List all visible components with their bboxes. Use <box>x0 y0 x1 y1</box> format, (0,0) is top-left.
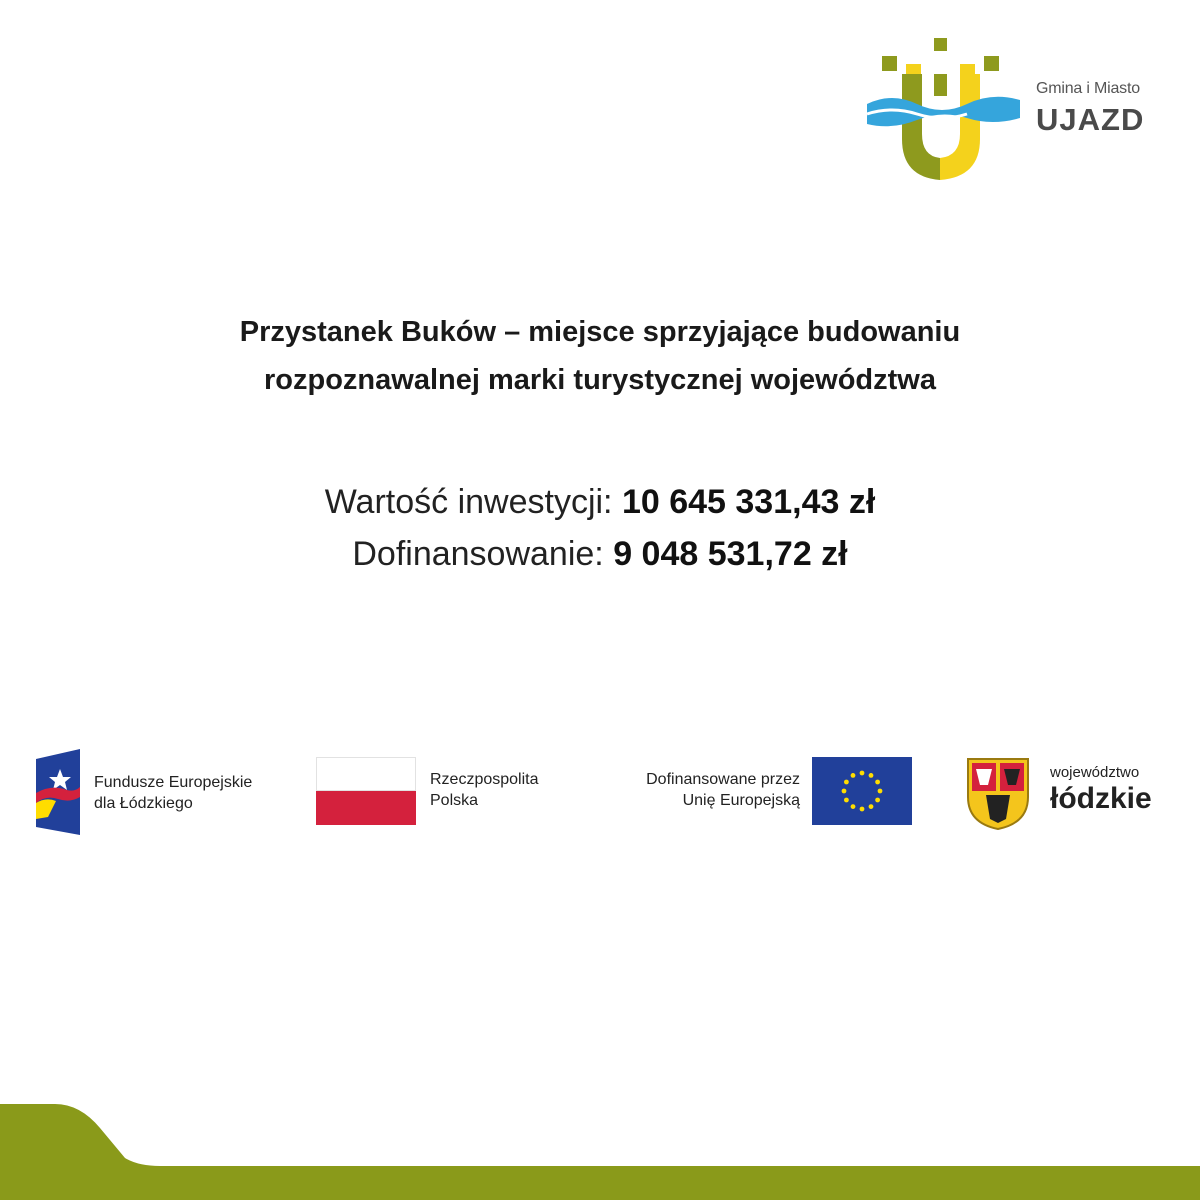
funding-amount: 9 048 531,72 zł <box>613 535 848 573</box>
investment-value-row <box>0 476 1200 528</box>
logo-small-text: Gmina i Miasto <box>1036 80 1140 97</box>
rp-logo <box>316 745 586 840</box>
logo-big-text: UJAZD <box>1036 102 1145 137</box>
lodzkie-logo <box>966 745 1176 840</box>
fe-logo <box>34 745 294 840</box>
poland-flag-icon <box>316 757 416 825</box>
lodzkie-line2: łódzkie <box>1050 782 1152 815</box>
eu-line1: Dofinansowane przez <box>646 771 800 788</box>
project-title <box>0 308 1200 404</box>
project-title-line1: Przystanek Buków – miejsce sprzyjające budowaniu <box>239 316 961 348</box>
investment-amounts <box>0 476 1200 580</box>
bottom-decorative-band <box>0 1100 1200 1200</box>
rp-line1: Rzeczpospolita <box>430 771 539 788</box>
eu-line2: Unię Europejską <box>682 792 800 809</box>
ujazd-emblem-icon <box>862 34 1027 184</box>
funding-logos-bar <box>0 745 1200 840</box>
funding-row <box>0 528 1200 580</box>
lodzkie-coat-of-arms-icon <box>966 757 1030 831</box>
eu-flag-icon <box>812 757 912 825</box>
fe-flag-icon <box>34 747 82 837</box>
lodzkie-line1: województwo <box>1050 764 1140 781</box>
project-title-line2: rozpoznawalnej marki turystycznej województwa <box>264 364 936 396</box>
fe-line2: dla Łódzkiego <box>94 795 193 812</box>
investment-value-amount: 10 645 331,43 zł <box>621 483 876 521</box>
investment-value-label: Wartość inwestycji: <box>324 483 613 521</box>
municipality-logo <box>862 34 1162 184</box>
fe-line1: Fundusze Europejskie <box>94 774 253 791</box>
rp-line2: Polska <box>430 792 479 809</box>
eu-logo <box>600 745 920 840</box>
funding-label: Dofinansowanie: <box>352 535 604 573</box>
